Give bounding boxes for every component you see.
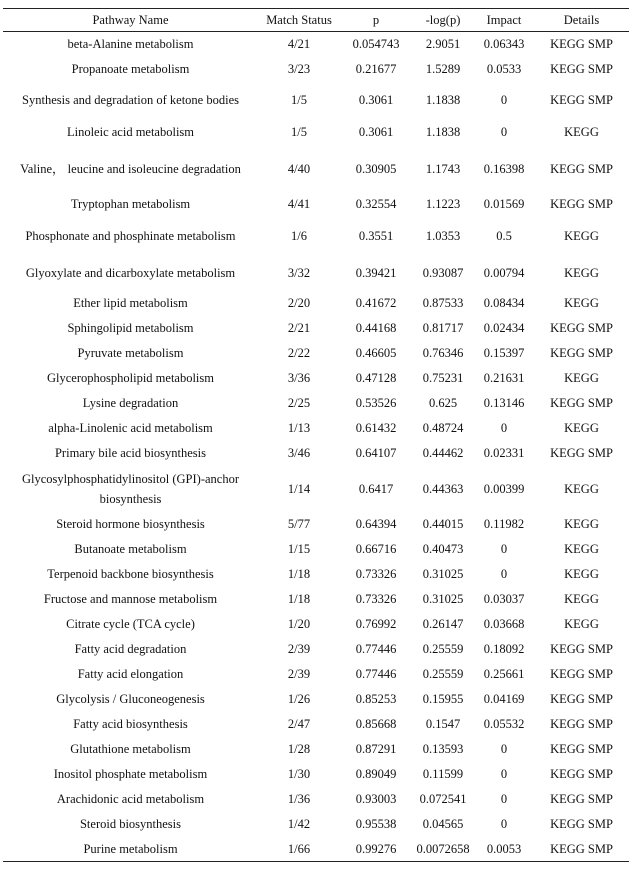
cell-neg-log-p: 0.44363 xyxy=(422,481,464,496)
header-details: Details xyxy=(563,13,600,27)
cell-p: 0.47128 xyxy=(355,371,397,385)
cell-match-status: 2/20 xyxy=(287,296,311,310)
table-row xyxy=(3,637,629,662)
cell-pathway-name: Ether lipid metabolism xyxy=(73,296,188,310)
cell-pathway-name: Glyoxylate and dicarboxylate metabolism xyxy=(25,266,236,280)
cell-match-status: 2/21 xyxy=(287,321,311,335)
cell-neg-log-p: 0.76346 xyxy=(422,346,464,360)
cell-impact: 0.03668 xyxy=(483,617,525,631)
table-body xyxy=(3,32,629,862)
cell-p: 0.87291 xyxy=(355,742,397,756)
cell-impact: 0.08434 xyxy=(483,296,525,310)
table-row xyxy=(3,217,629,256)
table-row xyxy=(3,256,629,291)
cell-neg-log-p: 1.1838 xyxy=(425,125,461,139)
cell-impact: 0 xyxy=(500,125,508,139)
cell-match-status: 4/21 xyxy=(287,37,311,52)
table-row xyxy=(3,57,629,82)
cell-details: KEGG SMP xyxy=(550,742,613,756)
cell-details: KEGG xyxy=(564,266,599,280)
cell-p: 0.6417 xyxy=(358,481,394,496)
cell-details: KEGG SMP xyxy=(550,396,613,410)
cell-details: KEGG SMP xyxy=(550,767,613,781)
table-row xyxy=(3,341,629,366)
cell-pathway-name: Phosphonate and phosphinate metabolism xyxy=(25,229,236,243)
cell-impact: 0.16398 xyxy=(483,161,525,176)
cell-neg-log-p: 2.9051 xyxy=(425,37,461,52)
cell-match-status: 1/18 xyxy=(287,567,311,581)
cell-impact: 0.21631 xyxy=(483,371,525,385)
table-row xyxy=(3,712,629,737)
cell-p: 0.99276 xyxy=(355,841,397,856)
table-row xyxy=(3,82,629,119)
cell-p: 0.73326 xyxy=(355,592,397,606)
cell-details: KEGG SMP xyxy=(550,717,613,731)
cell-impact: 0.0053 xyxy=(486,841,522,856)
cell-pathway-name: Purine metabolism xyxy=(83,841,178,856)
cell-neg-log-p: 0.40473 xyxy=(422,542,464,556)
table-header xyxy=(3,9,629,32)
cell-p: 0.39421 xyxy=(355,266,397,280)
cell-details: KEGG xyxy=(564,229,599,243)
cell-p: 0.66716 xyxy=(355,542,397,556)
cell-match-status: 1/20 xyxy=(287,617,311,631)
cell-pathway-name: Arachidonic acid metabolism xyxy=(56,792,205,806)
cell-match-status: 1/14 xyxy=(287,481,311,496)
cell-pathway-name: beta-Alanine metabolism xyxy=(67,37,194,52)
cell-p: 0.77446 xyxy=(355,642,397,656)
cell-match-status: 5/77 xyxy=(287,517,311,531)
cell-neg-log-p: 1.1838 xyxy=(425,93,461,107)
cell-pathway-name: Butanoate metabolism xyxy=(74,542,187,556)
cell-p: 0.85253 xyxy=(355,692,397,706)
table-row xyxy=(3,812,629,837)
cell-impact: 0.15397 xyxy=(483,346,525,360)
cell-match-status: 1/36 xyxy=(287,792,311,806)
cell-impact: 0 xyxy=(500,792,508,806)
table-row xyxy=(3,316,629,341)
cell-impact: 0.02331 xyxy=(483,446,525,460)
table-row xyxy=(3,562,629,587)
cell-details: KEGG SMP xyxy=(550,841,613,856)
cell-match-status: 2/39 xyxy=(287,642,311,656)
cell-details: KEGG SMP xyxy=(550,692,613,706)
cell-pathway-name: Fatty acid biosynthesis xyxy=(73,717,188,731)
cell-details: KEGG SMP xyxy=(550,446,613,460)
cell-neg-log-p: 1.1223 xyxy=(425,197,461,211)
cell-details: KEGG xyxy=(564,125,599,139)
cell-match-status: 3/46 xyxy=(287,446,311,460)
table-row xyxy=(3,32,629,57)
cell-neg-log-p: 0.81717 xyxy=(422,321,464,335)
cell-impact: 0.01569 xyxy=(483,197,525,211)
cell-impact: 0 xyxy=(500,542,508,556)
cell-pathway-name: Citrate cycle (TCA cycle) xyxy=(66,617,195,631)
cell-pathway-name: Synthesis and degradation of ketone bodies xyxy=(22,93,239,107)
cell-details: KEGG SMP xyxy=(550,37,613,52)
cell-details: KEGG SMP xyxy=(550,62,613,76)
cell-match-status: 1/26 xyxy=(287,692,311,706)
cell-p: 0.77446 xyxy=(355,667,397,681)
cell-details: KEGG xyxy=(564,567,599,581)
cell-match-status: 2/22 xyxy=(287,346,311,360)
cell-pathway-name: alpha-Linolenic acid metabolism xyxy=(48,421,213,435)
cell-details: KEGG xyxy=(564,592,599,606)
cell-pathway-name: Pyruvate metabolism xyxy=(77,346,184,360)
cell-neg-log-p: 0.625 xyxy=(428,396,458,410)
cell-match-status: 1/5 xyxy=(291,125,307,139)
table-row xyxy=(3,687,629,712)
cell-match-status: 1/6 xyxy=(291,229,307,243)
cell-neg-log-p: 0.072541 xyxy=(419,792,467,806)
cell-match-status: 1/5 xyxy=(291,93,307,107)
cell-match-status: 1/13 xyxy=(287,421,311,435)
cell-p: 0.46605 xyxy=(355,346,397,360)
table-row xyxy=(3,737,629,762)
table-row xyxy=(3,391,629,416)
cell-impact: 0 xyxy=(500,93,508,107)
cell-neg-log-p: 1.0353 xyxy=(425,229,461,243)
cell-neg-log-p: 0.75231 xyxy=(422,371,464,385)
cell-impact: 0.13146 xyxy=(483,396,525,410)
cell-neg-log-p: 0.44462 xyxy=(422,446,464,460)
cell-match-status: 1/66 xyxy=(287,841,311,856)
cell-neg-log-p: 0.11599 xyxy=(422,767,464,781)
cell-details: KEGG SMP xyxy=(550,321,613,335)
cell-match-status: 1/18 xyxy=(287,592,311,606)
table-row xyxy=(3,416,629,441)
cell-neg-log-p: 0.31025 xyxy=(422,592,464,606)
cell-pathway-name: Steroid biosynthesis xyxy=(79,817,182,831)
cell-neg-log-p: 0.13593 xyxy=(422,742,464,756)
cell-impact: 0.5 xyxy=(496,229,512,243)
cell-impact: 0.00794 xyxy=(483,266,525,280)
cell-impact: 0.06343 xyxy=(483,37,525,52)
cell-pathway-name: Propanoate metabolism xyxy=(71,62,190,76)
cell-impact: 0 xyxy=(500,817,508,831)
cell-impact: 0.04169 xyxy=(483,692,525,706)
cell-pathway-name: Valine， leucine and isoleucine degradation xyxy=(20,161,241,176)
table-row xyxy=(3,662,629,687)
cell-details: KEGG xyxy=(564,296,599,310)
cell-p: 0.76992 xyxy=(355,617,397,631)
cell-p: 0.41672 xyxy=(355,296,397,310)
cell-pathway-name: Lysine degradation xyxy=(82,396,179,410)
cell-neg-log-p: 0.87533 xyxy=(422,296,464,310)
header-row xyxy=(3,9,629,32)
cell-neg-log-p: 0.0072658 xyxy=(416,841,470,856)
cell-impact: 0 xyxy=(500,767,508,781)
cell-match-status: 4/40 xyxy=(287,161,311,176)
cell-p: 0.44168 xyxy=(355,321,397,335)
cell-pathway-name: Terpenoid backbone biosynthesis xyxy=(47,567,214,581)
table-row xyxy=(3,787,629,812)
cell-p: 0.61432 xyxy=(355,421,397,435)
table-row xyxy=(3,537,629,562)
cell-impact: 0.05532 xyxy=(483,717,525,731)
cell-pathway-name: Fatty acid degradation xyxy=(74,642,187,656)
cell-pathway-name: Linoleic acid metabolism xyxy=(66,125,195,139)
cell-neg-log-p: 0.48724 xyxy=(422,421,464,435)
cell-neg-log-p: 1.5289 xyxy=(425,62,461,76)
table-row xyxy=(3,119,629,146)
cell-pathway-name: Glycerophospholipid metabolism xyxy=(47,371,214,385)
cell-match-status: 1/15 xyxy=(287,542,311,556)
cell-match-status: 2/47 xyxy=(287,717,311,731)
cell-neg-log-p: 0.04565 xyxy=(422,817,464,831)
table-row xyxy=(3,192,629,217)
cell-details: KEGG xyxy=(564,481,599,496)
cell-pathway-name: Glutathione metabolism xyxy=(70,742,191,756)
cell-match-status: 3/32 xyxy=(287,266,311,280)
header-impact: Impact xyxy=(486,13,522,27)
table-row xyxy=(3,587,629,612)
cell-pathway-name: Inositol phosphate metabolism xyxy=(53,767,208,781)
cell-pathway-name: Primary bile acid biosynthesis xyxy=(54,446,207,460)
cell-details: KEGG xyxy=(564,617,599,631)
cell-p: 0.89049 xyxy=(355,767,397,781)
cell-details: KEGG SMP xyxy=(550,817,613,831)
cell-match-status: 3/36 xyxy=(287,371,311,385)
table-row xyxy=(3,466,629,512)
cell-match-status: 1/30 xyxy=(287,767,311,781)
cell-pathway-name: Fructose and mannose metabolism xyxy=(43,592,218,606)
table-row xyxy=(3,291,629,316)
cell-match-status: 2/39 xyxy=(287,667,311,681)
cell-p: 0.3061 xyxy=(358,93,394,107)
cell-pathway-name: Sphingolipid metabolism xyxy=(67,321,194,335)
cell-p: 0.73326 xyxy=(355,567,397,581)
table-row xyxy=(3,837,629,862)
cell-p: 0.3061 xyxy=(358,125,394,139)
cell-match-status: 1/42 xyxy=(287,817,311,831)
cell-p: 0.054743 xyxy=(352,37,400,52)
cell-pathway-name: Steroid hormone biosynthesis xyxy=(56,517,205,531)
cell-details: KEGG SMP xyxy=(550,197,613,211)
cell-p: 0.21677 xyxy=(355,62,397,76)
table-row xyxy=(3,612,629,637)
cell-neg-log-p: 0.31025 xyxy=(422,567,464,581)
cell-match-status: 4/41 xyxy=(287,197,311,211)
cell-neg-log-p: 1.1743 xyxy=(425,161,461,176)
cell-impact: 0.00399 xyxy=(483,481,525,496)
cell-impact: 0.18092 xyxy=(483,642,525,656)
cell-neg-log-p: 0.44015 xyxy=(422,517,464,531)
cell-p: 0.53526 xyxy=(355,396,397,410)
header-neg-log-p: -log(p) xyxy=(425,13,461,27)
cell-details: KEGG xyxy=(564,517,599,531)
cell-match-status: 2/25 xyxy=(287,396,311,410)
cell-neg-log-p: 0.15955 xyxy=(422,692,464,706)
cell-details: KEGG xyxy=(564,421,599,435)
cell-p: 0.30905 xyxy=(355,161,397,176)
cell-neg-log-p: 0.1547 xyxy=(425,717,461,731)
cell-neg-log-p: 0.26147 xyxy=(422,617,464,631)
cell-impact: 0.25661 xyxy=(483,667,525,681)
cell-pathway-name: Fatty acid elongation xyxy=(77,667,184,681)
header-pathway-name: Pathway Name xyxy=(92,13,169,27)
pathway-table xyxy=(3,8,629,862)
cell-pathway-name: Glycosylphosphatidylinositol (GPI)-anchor biosynthesis xyxy=(22,471,239,506)
cell-p: 0.95538 xyxy=(355,817,397,831)
cell-details: KEGG SMP xyxy=(550,93,613,107)
cell-p: 0.64394 xyxy=(355,517,397,531)
cell-details: KEGG SMP xyxy=(550,346,613,360)
cell-details: KEGG SMP xyxy=(550,667,613,681)
table-row xyxy=(3,512,629,537)
cell-impact: 0 xyxy=(500,742,508,756)
cell-impact: 0 xyxy=(500,567,508,581)
table-row xyxy=(3,762,629,787)
cell-impact: 0.02434 xyxy=(483,321,525,335)
cell-p: 0.85668 xyxy=(355,717,397,731)
cell-match-status: 3/23 xyxy=(287,62,311,76)
header-match-status: Match Status xyxy=(266,13,332,27)
cell-impact: 0.03037 xyxy=(483,592,525,606)
cell-p: 0.32554 xyxy=(355,197,397,211)
cell-p: 0.64107 xyxy=(355,446,397,460)
cell-impact: 0.0533 xyxy=(486,62,522,76)
cell-neg-log-p: 0.93087 xyxy=(422,266,464,280)
table-row xyxy=(3,441,629,466)
table-row xyxy=(3,146,629,192)
cell-pathway-name: Tryptophan metabolism xyxy=(70,197,191,211)
cell-neg-log-p: 0.25559 xyxy=(422,642,464,656)
cell-details: KEGG SMP xyxy=(550,642,613,656)
cell-impact: 0 xyxy=(500,421,508,435)
cell-details: KEGG SMP xyxy=(550,161,613,176)
cell-pathway-name: Glycolysis / Gluconeogenesis xyxy=(56,692,205,706)
header-p: p xyxy=(372,13,380,27)
cell-details: KEGG xyxy=(564,542,599,556)
table-row xyxy=(3,366,629,391)
cell-p: 0.3551 xyxy=(358,229,394,243)
cell-details: KEGG xyxy=(564,371,599,385)
cell-p: 0.93003 xyxy=(355,792,397,806)
cell-details: KEGG SMP xyxy=(550,792,613,806)
cell-impact: 0.11982 xyxy=(483,517,525,531)
cell-match-status: 1/28 xyxy=(287,742,311,756)
cell-neg-log-p: 0.25559 xyxy=(422,667,464,681)
